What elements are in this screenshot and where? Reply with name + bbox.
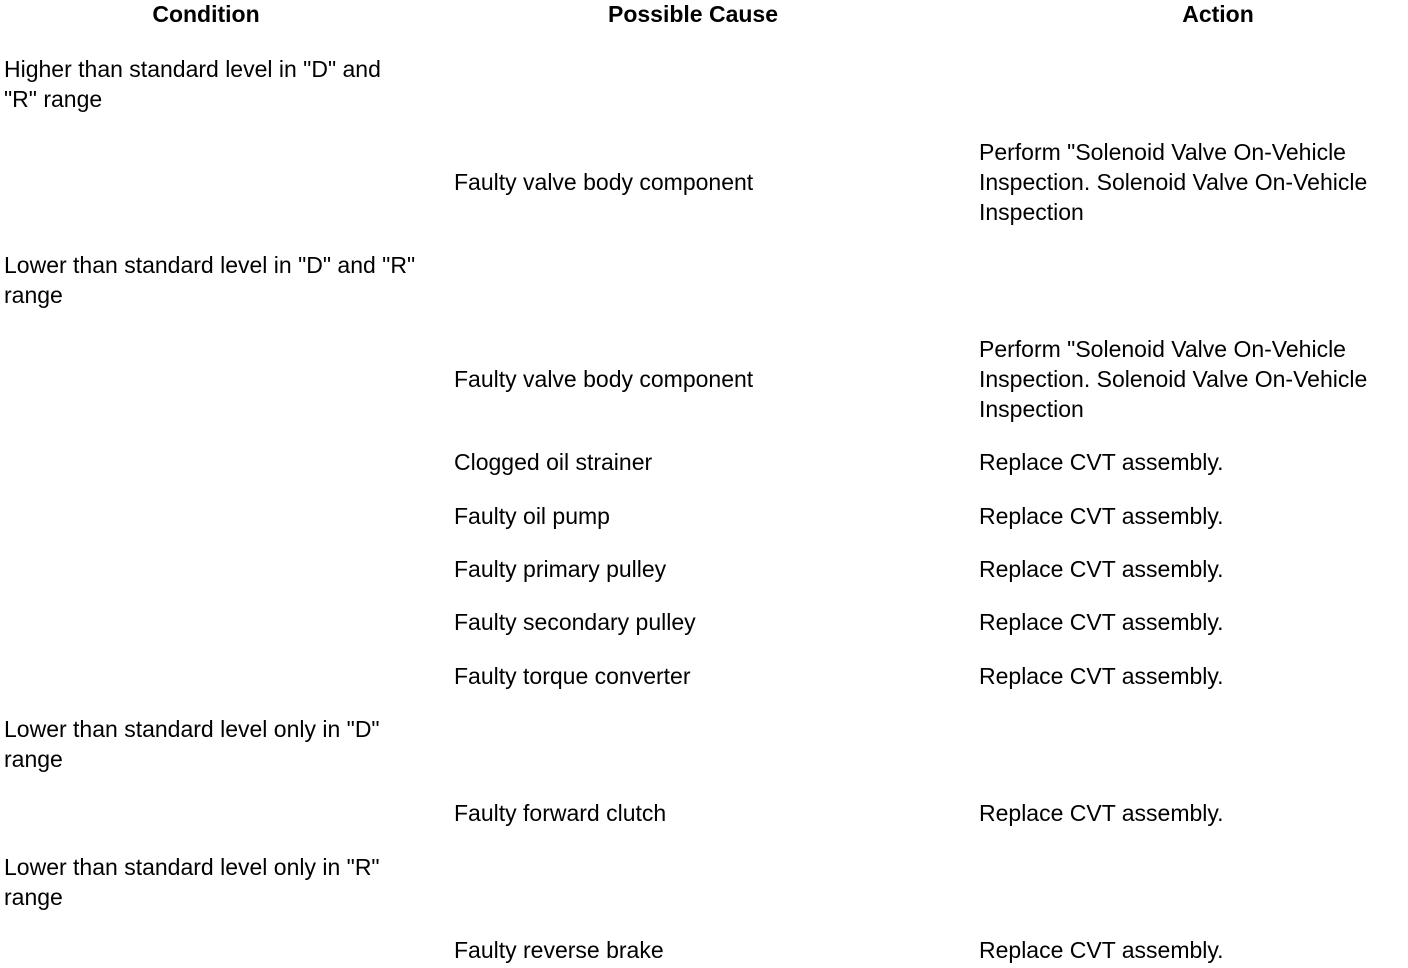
condition-cell: Lower than standard level only in "D" range (4, 716, 380, 772)
action-cell: Replace CVT assembly. (979, 503, 1224, 529)
cause-cell: Faulty torque converter (454, 663, 691, 689)
header-possible-cause: Possible Cause (607, 1, 779, 27)
action-cell: Replace CVT assembly. (979, 937, 1224, 963)
action-cell: Replace CVT assembly. (979, 449, 1224, 475)
cause-cell: Faulty reverse brake (454, 937, 664, 963)
cause-cell: Clogged oil strainer (454, 449, 653, 475)
action-cell: Replace CVT assembly. (979, 556, 1224, 582)
action-cell: Replace CVT assembly. (979, 609, 1224, 635)
action-cell: Replace CVT assembly. (979, 663, 1224, 689)
cause-cell: Faulty secondary pulley (454, 609, 696, 635)
action-cell: Perform "Solenoid Valve On-Vehicle Inspection. Solenoid Valve On-Vehicle Inspection (979, 139, 1368, 225)
cause-cell: Faulty oil pump (454, 503, 610, 529)
condition-cell: Lower than standard level in "D" and "R" range (4, 252, 416, 308)
cause-cell: Faulty forward clutch (454, 800, 667, 826)
cause-cell: Faulty primary pulley (454, 556, 667, 582)
cause-cell: Faulty valve body component (454, 169, 754, 195)
condition-cell: Lower than standard level only in "R" range (4, 854, 380, 910)
condition-cell: Higher than standard level in "D" and "R" range (4, 56, 381, 112)
action-cell: Replace CVT assembly. (979, 800, 1224, 826)
action-cell: Perform "Solenoid Valve On-Vehicle Inspection. Solenoid Valve On-Vehicle Inspection (979, 336, 1368, 422)
header-condition: Condition (152, 1, 260, 27)
cause-cell: Faulty valve body component (454, 366, 754, 392)
header-action: Action (1182, 1, 1254, 27)
